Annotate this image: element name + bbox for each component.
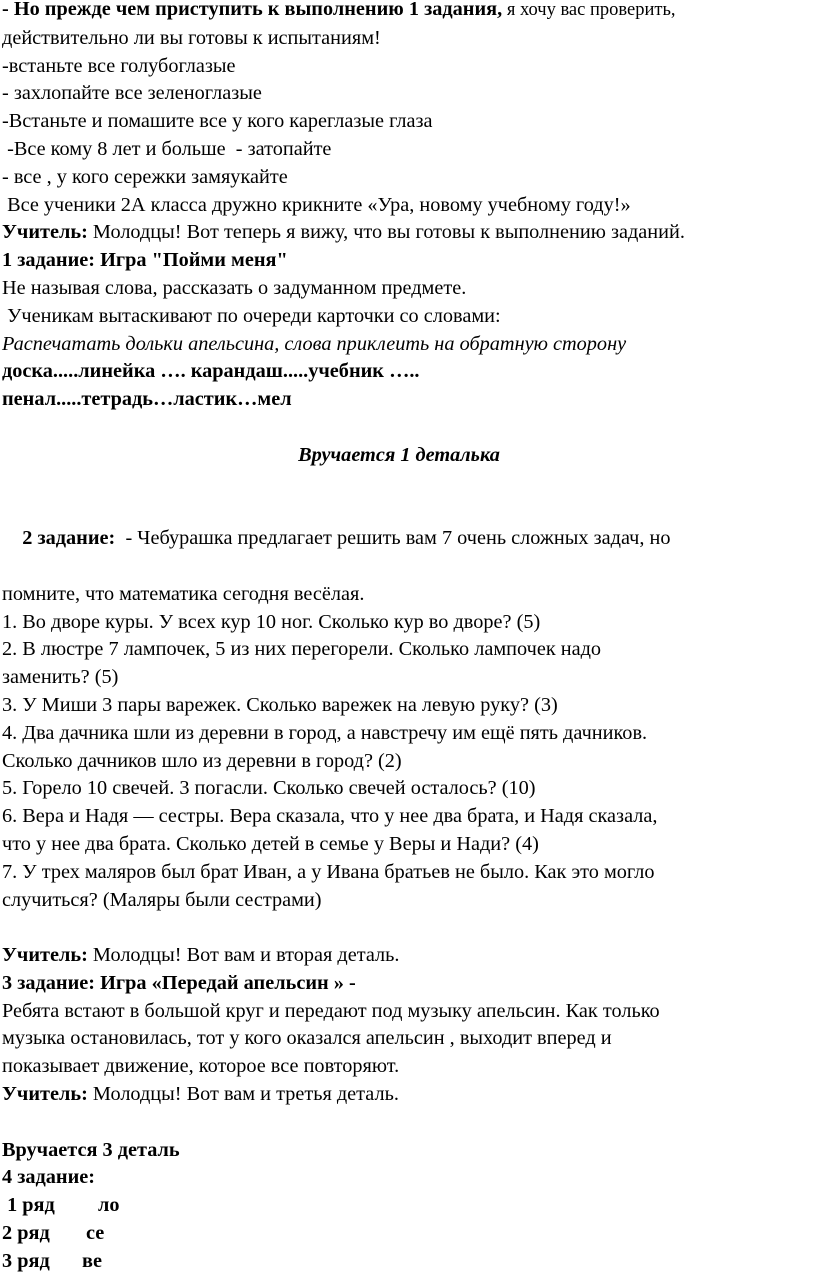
row-syllable: се (86, 1222, 105, 1245)
task4-title: 4 задание: (2, 1166, 96, 1189)
command-3: -Встаньте и помашите все у кого кареглазые глаза (2, 110, 433, 133)
command-6: Все ученики 2А класса дружно крикните «Ура, новому учебному году!» (2, 193, 631, 216)
spacer (2, 414, 810, 442)
task4-row-1 (2, 1192, 810, 1220)
teacher-remark-2 (2, 942, 810, 970)
teacher-label: Учитель: (2, 221, 88, 244)
task2-label: 2 задание: (22, 527, 116, 550)
row-label: 1 ряд (2, 1194, 55, 1217)
task2-problem-line: заменить? (5) (2, 666, 119, 689)
task3-line: Ребята встают в большой круг и передают под музыку апельсин. Как только (2, 999, 660, 1022)
teacher-remark-3 (2, 1081, 810, 1109)
task4-row-3 (2, 1248, 810, 1276)
task1-words-line2: пенал.....тетрадь…ластик…мел (2, 388, 292, 411)
intro-lead-line2: действительно ли вы готовы к испытаниям! (2, 26, 381, 49)
task1-award: Вручается 1 деталька (298, 443, 500, 466)
teacher-text: Молодцы! Вот вам и третья деталь. (87, 1083, 399, 1106)
command-2: - захлопайте все зеленоглазые (2, 82, 262, 105)
intro-lead (2, 0, 810, 25)
task1-title: 1 задание: Игра "Пойми меня" (2, 249, 288, 272)
intro-lead-bold: - Но прежде чем приступить к выполнению 1 задания, (2, 0, 503, 20)
row-syllable: ло (98, 1194, 120, 1217)
task4-row-2 (2, 1220, 810, 1248)
teacher-label: Учитель: (2, 1083, 88, 1106)
task2-problem-line: 7. У трех маляров был брат Иван, а у Ивана братьев не было. Как это могло (2, 860, 655, 883)
teacher-text: Молодцы! Вот вам и вторая деталь. (87, 944, 400, 967)
task2-intro-line2: помните, что математика сегодня весёлая. (2, 582, 365, 605)
spacer (2, 914, 810, 942)
task2-problem-line: 2. В люстре 7 лампочек, 5 из них перегорели. Сколько лампочек надо (2, 638, 602, 661)
teacher-text: Молодцы! Вот теперь я вижу, что вы готовы к выполнению заданий. (87, 221, 685, 244)
row-label: 3 ряд (2, 1249, 50, 1272)
row-label: 2 ряд (2, 1222, 50, 1245)
task1-instruction: Распечатать дольки апельсина, слова приклеить на обратную сторону (2, 332, 627, 355)
teacher-label: Учитель: (2, 944, 88, 967)
command-1: -встаньте все голубоглазые (2, 54, 236, 77)
task2-problem-line: Сколько дачников шло из деревни в город? (2) (2, 749, 402, 772)
task2-problem-line: 5. Горело 10 свечей. 3 погасли. Сколько свечей осталось? (10) (2, 777, 536, 800)
task3-line: показывает движение, которое все повторяют. (2, 1055, 400, 1078)
task1-line1: Не называя слова, рассказать о задуманном предмете. (2, 276, 467, 299)
task3-title: 3 задание: Игра «Передай апельсин » - (2, 971, 356, 994)
spacer (2, 1109, 810, 1137)
teacher-remark-1 (2, 219, 810, 247)
command-4: -Все кому 8 лет и больше - затопайте (2, 137, 332, 160)
task2-problem-line: что у нее два брата. Сколько детей в семье у Веры и Нади? (4) (2, 832, 539, 855)
task2-problem-line: 3. У Миши 3 пары варежек. Сколько варежек на левую руку? (3) (2, 693, 558, 716)
task2-problem-line: 6. Вера и Надя — сестры. Вера сказала, что у нее два брата, и Надя сказала, (2, 805, 658, 828)
task2-problem-line: 1. Во дворе куры. У всех кур 10 ног. Сколько кур во дворе? (5) (2, 610, 541, 633)
task1-line2: Ученикам вытаскивают по очереди карточки со словами: (2, 304, 501, 327)
task2-problem-line: 4. Два дачника шли из деревни в город, а навстречу им ещё пять дачников. (2, 721, 648, 744)
intro-lead-rest: я хочу вас проверить, (502, 0, 676, 20)
task2-problem-line: случиться? (Маляры были сестрами) (2, 888, 322, 911)
task4-award: Вручается 3 деталь (2, 1138, 180, 1161)
task2-intro (2, 497, 810, 580)
command-5: - все , у кого сережки замяукайте (2, 165, 288, 188)
task3-line: музыка остановилась, тот у кого оказался апельсин , выходит вперед и (2, 1027, 612, 1050)
row-syllable: ве (82, 1249, 102, 1272)
task1-words-line1: доска.....линейка …. карандаш.....учебник ….. (2, 360, 420, 383)
spacer (2, 470, 810, 498)
task2-intro-rest: - Чебурашка предлагает решить вам 7 очень сложных задач, но (115, 527, 671, 550)
